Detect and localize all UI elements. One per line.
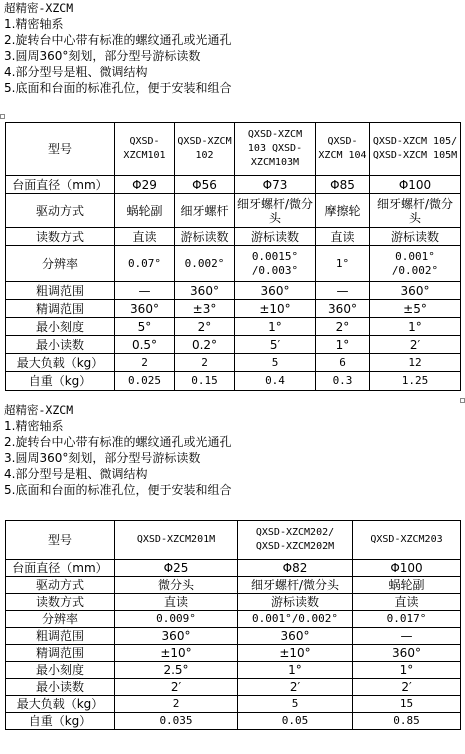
row-label: 精调范围 [6, 645, 115, 662]
table-cell: — [115, 282, 175, 300]
table-cell: 0.0015° /0.003° [235, 246, 316, 282]
table-cell: 1° [353, 662, 461, 679]
table-cell: 细牙螺杆 [175, 194, 235, 228]
feature-line: 2.旋转台中心带有标准的螺纹通孔或光通孔 [4, 435, 232, 449]
header-cell: QXSD-XZCM 102 [175, 123, 235, 176]
table-cell: 360° [115, 300, 175, 318]
table-cell: 360° [353, 645, 461, 662]
table-cell: 360° [175, 282, 235, 300]
feature-line: 1.精密轴系 [4, 419, 64, 433]
table-cell: 直读 [115, 594, 238, 611]
spec-table-2 [5, 520, 461, 730]
table-row [6, 713, 461, 730]
table-cell: 5° [115, 318, 175, 336]
row-label: 台面直径（mm） [6, 560, 115, 577]
table-cell: 6 [316, 354, 370, 372]
table-cell: 1° [370, 318, 461, 336]
table-cell: 360° [235, 282, 316, 300]
table-cell: 360° [238, 628, 353, 645]
table-cell: 0.15 [175, 372, 235, 391]
feature-line: 2.旋转台中心带有标准的螺纹通孔或光通孔 [4, 33, 232, 47]
table-cell: 1° [316, 246, 370, 282]
table-cell: 细牙螺杆/微分头 [238, 577, 353, 594]
table-cell: 2.5° [115, 662, 238, 679]
table-cell: 1.25 [370, 372, 461, 391]
table-cell: 0.001°/0.002° [238, 611, 353, 628]
table-cell: 1° [238, 662, 353, 679]
table-cell: 直读 [316, 228, 370, 246]
table-cell: Φ85 [316, 176, 370, 194]
table-cell: 0.017° [353, 611, 461, 628]
table-cell: 0.85 [353, 713, 461, 730]
feature-line: 3.圆周360°刻划，部分型号游标读数 [4, 451, 201, 465]
table-cell: 0.001° /0.002° [370, 246, 461, 282]
feature-line: 3.圆周360°刻划，部分型号游标读数 [4, 49, 201, 63]
table-cell: ±5° [370, 300, 461, 318]
row-label: 读数方式 [6, 594, 115, 611]
header-cell: QXSD-XZCM101 [115, 123, 175, 176]
table-cell: 2′ [353, 679, 461, 696]
header-cell: QXSD-XZCM 104 [316, 123, 370, 176]
table-cell: 5 [238, 696, 353, 713]
row-label: 最大负载（kg） [6, 354, 115, 372]
table-cell: 2′ [370, 336, 461, 354]
table-cell: 蜗轮副 [115, 194, 175, 228]
row-label: 分辨率 [6, 246, 115, 282]
table-cell: 2′ [238, 679, 353, 696]
table-row [6, 594, 461, 611]
table-cell: 0.009° [115, 611, 238, 628]
table-cell: 游标读数 [235, 228, 316, 246]
table-row [6, 560, 461, 577]
table-row [6, 228, 461, 246]
table-cell: Φ100 [353, 560, 461, 577]
table-cell: 5′ [235, 336, 316, 354]
table-cell: 12 [370, 354, 461, 372]
row-label: 最小刻度 [6, 318, 115, 336]
table-cell: Φ25 [115, 560, 238, 577]
table-row [6, 611, 461, 628]
table-cell: 1° [235, 318, 316, 336]
table-row [6, 628, 461, 645]
table-row [6, 679, 461, 696]
table-cell: 0.025 [115, 372, 175, 391]
table-cell: 细牙螺杆/微分头 [370, 194, 461, 228]
table-cell: 2 [115, 696, 238, 713]
table-cell: ±10° [235, 300, 316, 318]
table-cell: 0.4 [235, 372, 316, 391]
table-cell: 直读 [353, 594, 461, 611]
feature-line: 4.部分型号是粗、微调结构 [4, 65, 148, 79]
row-label: 驱动方式 [6, 194, 115, 228]
table-cell: ±10° [115, 645, 238, 662]
table-cell: 游标读数 [175, 228, 235, 246]
row-label: 粗调范围 [6, 282, 115, 300]
feature-line: 1.精密轴系 [4, 17, 64, 31]
table-row [6, 194, 461, 228]
header-cell: QXSD-XZCM202/ QXSD-XZCM202M [238, 521, 353, 560]
header-cell: QXSD-XZCM201M [115, 521, 238, 560]
table-cell: 0.05 [238, 713, 353, 730]
row-label: 最小读数 [6, 336, 115, 354]
row-label: 精调范围 [6, 300, 115, 318]
feature-line: 5.底面和台面的标准孔位，便于安装和组合 [4, 483, 232, 497]
table-cell: 5 [235, 354, 316, 372]
header-cell: 型号 [6, 123, 115, 176]
table-row [6, 176, 461, 194]
table-cell: 0.5° [115, 336, 175, 354]
table-cell: 蜗轮副 [353, 577, 461, 594]
spec-table-1 [5, 122, 461, 391]
table-row [6, 282, 461, 300]
row-label: 自重（kg） [6, 372, 115, 391]
table-cell: 2 [175, 354, 235, 372]
table-cell: 游标读数 [238, 594, 353, 611]
header-cell: QXSD-XZCM 105/ QXSD-XZCM 105M [370, 123, 461, 176]
table-cell: 摩擦轮 [316, 194, 370, 228]
feature-line: 5.底面和台面的标准孔位，便于安装和组合 [4, 81, 232, 95]
table-cell: 15 [353, 696, 461, 713]
table-cell: 360° [316, 300, 370, 318]
row-label: 分辨率 [6, 611, 115, 628]
row-label: 读数方式 [6, 228, 115, 246]
section-title: 超精密-XZCM [4, 403, 74, 417]
table-cell: 0.07° [115, 246, 175, 282]
table-end-icon [460, 398, 465, 403]
table-cell: 直读 [115, 228, 175, 246]
table-cell: 0.035 [115, 713, 238, 730]
header-cell: QXSD-XZCM203 [353, 521, 461, 560]
table-cell: 1° [316, 336, 370, 354]
feature-line: 4.部分型号是粗、微调结构 [4, 467, 148, 481]
table-header-row [6, 521, 461, 560]
section-title: 超精密-XZCM [4, 1, 74, 15]
table-row [6, 645, 461, 662]
row-label: 自重（kg） [6, 713, 115, 730]
row-label: 台面直径（mm） [6, 176, 115, 194]
table-header-row [6, 123, 461, 176]
table-cell: 微分头 [115, 577, 238, 594]
table-cell: — [353, 628, 461, 645]
intro-section-2 [4, 402, 231, 498]
table-row [6, 696, 461, 713]
table-cell: 2′ [115, 679, 238, 696]
table-cell: Φ82 [238, 560, 353, 577]
table-cell: 0.2° [175, 336, 235, 354]
table-row [6, 577, 461, 594]
table-anchor-icon [0, 114, 5, 119]
row-label: 粗调范围 [6, 628, 115, 645]
table-row [6, 300, 461, 318]
intro-section-1 [4, 0, 231, 96]
table-cell: — [316, 282, 370, 300]
table-row [6, 336, 461, 354]
table-cell: ±3° [175, 300, 235, 318]
table-row [6, 354, 461, 372]
table-row [6, 318, 461, 336]
table-cell: 游标读数 [370, 228, 461, 246]
table-cell: ±10° [238, 645, 353, 662]
table-cell: 2° [175, 318, 235, 336]
row-label: 最小刻度 [6, 662, 115, 679]
table-cell: 360° [115, 628, 238, 645]
table-row [6, 246, 461, 282]
table-row [6, 662, 461, 679]
table-row [6, 372, 461, 391]
table-cell: 细牙螺杆/微分头 [235, 194, 316, 228]
row-label: 驱动方式 [6, 577, 115, 594]
table-cell: Φ56 [175, 176, 235, 194]
header-cell: 型号 [6, 521, 115, 560]
row-label: 最大负载（kg） [6, 696, 115, 713]
row-label: 最小读数 [6, 679, 115, 696]
table-cell: Φ29 [115, 176, 175, 194]
table-cell: 2° [316, 318, 370, 336]
header-cell: QXSD-XZCM 103 QXSD-XZCM103M [235, 123, 316, 176]
table-cell: 360° [370, 282, 461, 300]
table-cell: 0.002° [175, 246, 235, 282]
table-cell: 2 [115, 354, 175, 372]
table-cell: Φ73 [235, 176, 316, 194]
table-cell: Φ100 [370, 176, 461, 194]
table-cell: 0.3 [316, 372, 370, 391]
